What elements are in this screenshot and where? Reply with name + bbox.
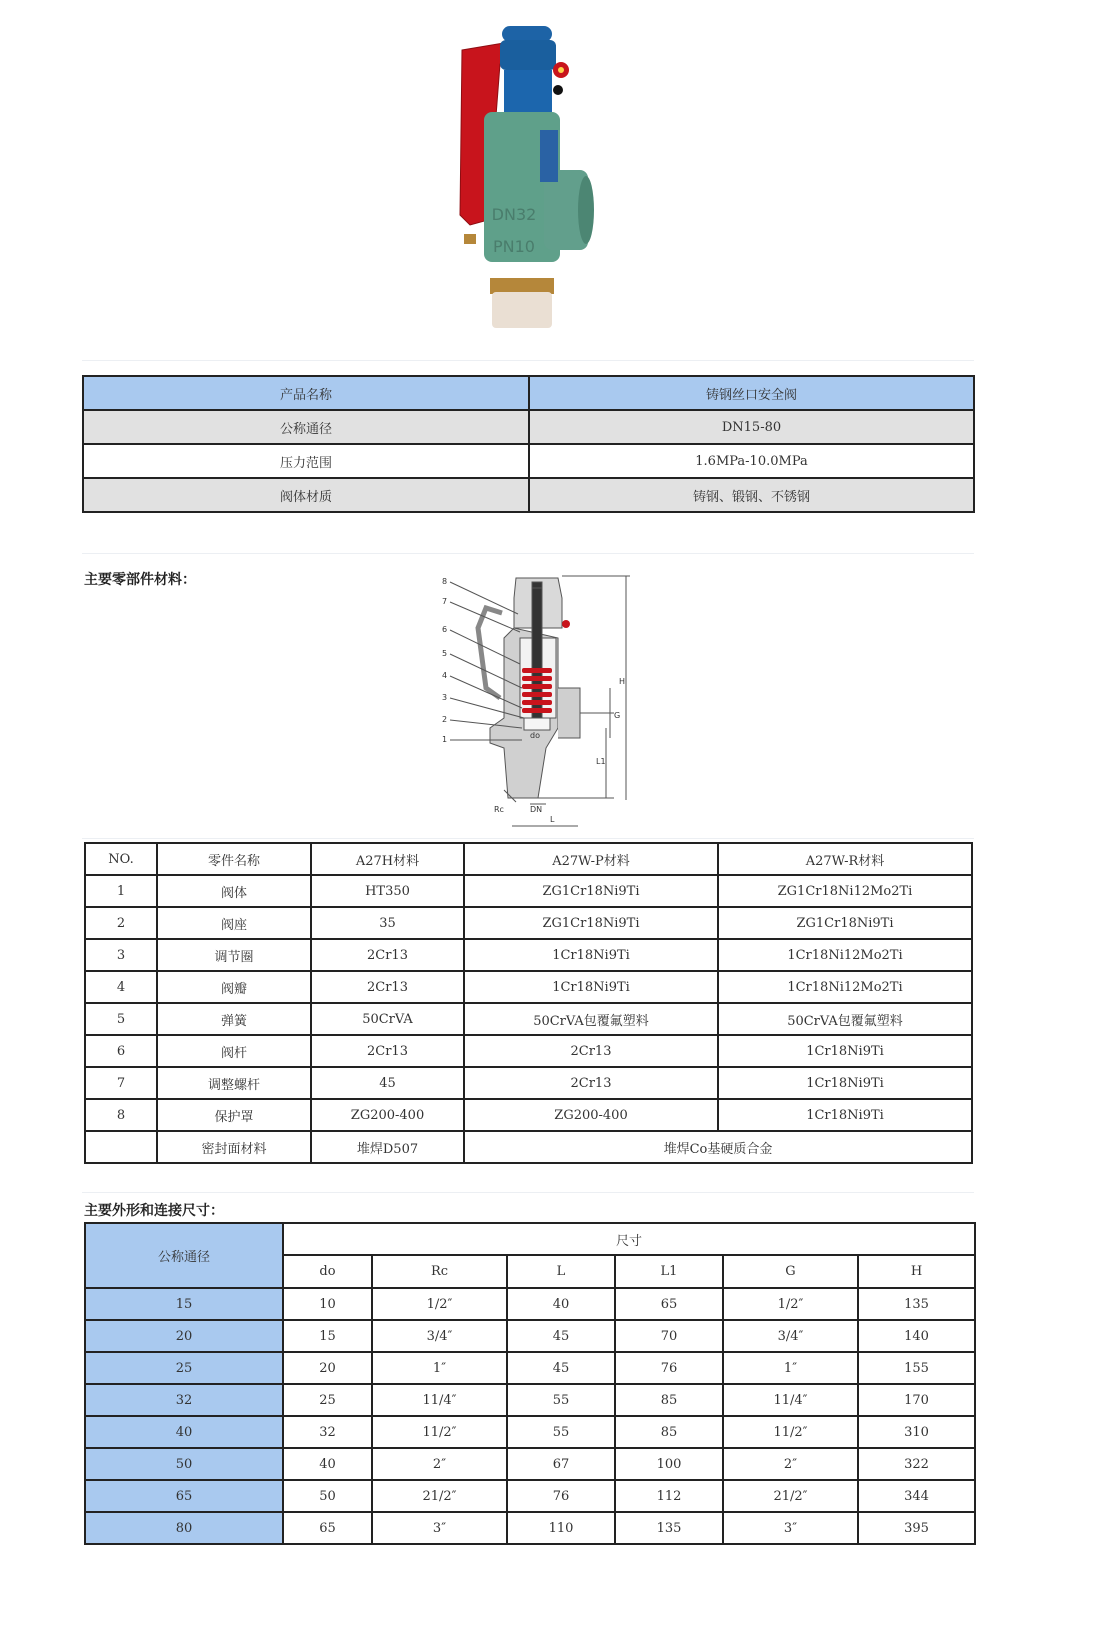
seal-material-row	[85, 1131, 972, 1163]
cell-rc: 3″	[372, 1512, 507, 1544]
table-header-row	[85, 1223, 975, 1255]
cell-a27w-p: 50CrVA包覆氟塑料	[464, 1003, 718, 1035]
cell-l1: 112	[615, 1480, 723, 1512]
cell-no: 5	[85, 1003, 157, 1035]
body-material-value: 铸钢、锻钢、不锈钢	[529, 478, 974, 512]
header-g: G	[723, 1255, 858, 1288]
cell-dn: 80	[85, 1512, 283, 1544]
cell-a27w-p: 1Cr18Ni9Ti	[464, 939, 718, 971]
cell-a27h: 2Cr13	[311, 1035, 464, 1067]
header-no: NO.	[85, 843, 157, 875]
cell-h: 155	[858, 1352, 975, 1384]
table-row	[85, 939, 972, 971]
cell-a27h: HT350	[311, 875, 464, 907]
header-l1: L1	[615, 1255, 723, 1288]
cell-rc: 1/2″	[372, 1288, 507, 1320]
cell-no: 3	[85, 939, 157, 971]
nominal-diameter-value: DN15-80	[529, 410, 974, 444]
cell-do: 25	[283, 1384, 372, 1416]
part-number-7: 7	[442, 597, 448, 606]
product-name-value: 铸钢丝口安全阀	[529, 376, 974, 410]
table-row	[85, 1067, 972, 1099]
cell-rc: 11/2″	[372, 1416, 507, 1448]
body-material-label: 阀体材质	[83, 478, 529, 512]
cell-a27w-p: ZG200-400	[464, 1099, 718, 1131]
table-row	[85, 1352, 975, 1384]
product-info-table	[82, 375, 975, 513]
materials-section-title: 主要零部件材料：	[84, 572, 196, 588]
cell-dn: 65	[85, 1480, 283, 1512]
cell-a27w-r: 1Cr18Ni9Ti	[718, 1067, 972, 1099]
table-row	[85, 1512, 975, 1544]
cell-l1: 76	[615, 1352, 723, 1384]
cell-a27w-p: 2Cr13	[464, 1035, 718, 1067]
cell-no: 1	[85, 875, 157, 907]
dim-label-g: G	[614, 711, 621, 720]
photo-label-dn: DN32	[491, 205, 537, 224]
header-a27w-r: A27W-R材料	[718, 843, 972, 875]
cell-h: 395	[858, 1512, 975, 1544]
part-number-4: 4	[442, 671, 448, 680]
cell-g: 21/2″	[723, 1480, 858, 1512]
cell-g: 1″	[723, 1352, 858, 1384]
cell-rc: 21/2″	[372, 1480, 507, 1512]
cell-l1: 100	[615, 1448, 723, 1480]
cell-l: 55	[507, 1384, 615, 1416]
cell-rc: 2″	[372, 1448, 507, 1480]
pressure-range-label: 压力范围	[83, 444, 529, 478]
header-rc: Rc	[372, 1255, 507, 1288]
cell-l: 76	[507, 1480, 615, 1512]
seal-material-a27h: 堆焊D507	[311, 1131, 464, 1163]
cell-do: 15	[283, 1320, 372, 1352]
table-row	[85, 875, 972, 907]
nominal-diameter-label: 公称通径	[83, 410, 529, 444]
cell-dn: 50	[85, 1448, 283, 1480]
cell-part-name: 阀体	[157, 875, 311, 907]
dim-label-l: L	[550, 815, 555, 824]
cell-a27h: 50CrVA	[311, 1003, 464, 1035]
dim-label-dn: DN	[530, 805, 543, 814]
cell-no: 4	[85, 971, 157, 1003]
part-number-2: 2	[442, 715, 448, 724]
photo-label-pn: PN10	[493, 237, 535, 256]
cell-a27w-p: 1Cr18Ni9Ti	[464, 971, 718, 1003]
header-a27h: A27H材料	[311, 843, 464, 875]
table-row	[83, 444, 974, 478]
cell-a27w-r: 50CrVA包覆氟塑料	[718, 1003, 972, 1035]
table-row	[85, 1288, 975, 1320]
part-number-1: 1	[442, 735, 448, 744]
table-row	[85, 1099, 972, 1131]
header-part-name: 零件名称	[157, 843, 311, 875]
table-row	[85, 907, 972, 939]
cell-g: 2″	[723, 1448, 858, 1480]
cell-do: 50	[283, 1480, 372, 1512]
cell-part-name: 调整螺杆	[157, 1067, 311, 1099]
valve-section-diagram	[430, 568, 640, 833]
header-a27w-p: A27W-P材料	[464, 843, 718, 875]
cell-no-empty	[85, 1131, 157, 1163]
dim-label-rc: Rc	[494, 805, 504, 814]
cell-part-name: 调节圈	[157, 939, 311, 971]
cell-rc: 11/4″	[372, 1384, 507, 1416]
cell-a27w-p: 2Cr13	[464, 1067, 718, 1099]
dim-label-l1: L1	[596, 757, 606, 766]
cell-a27h: 2Cr13	[311, 939, 464, 971]
cell-h: 135	[858, 1288, 975, 1320]
cell-h: 170	[858, 1384, 975, 1416]
cell-g: 3″	[723, 1512, 858, 1544]
cell-a27w-r: ZG1Cr18Ni12Mo2Ti	[718, 875, 972, 907]
product-name-label: 产品名称	[83, 376, 529, 410]
cell-l: 40	[507, 1288, 615, 1320]
cell-dn: 40	[85, 1416, 283, 1448]
table-row	[83, 410, 974, 444]
cell-dn: 25	[85, 1352, 283, 1384]
cell-g: 3/4″	[723, 1320, 858, 1352]
table-row	[85, 1003, 972, 1035]
cell-do: 10	[283, 1288, 372, 1320]
cell-do: 40	[283, 1448, 372, 1480]
dimensions-section-title: 主要外形和连接尺寸：	[84, 1203, 224, 1219]
cell-l1: 135	[615, 1512, 723, 1544]
cell-h: 140	[858, 1320, 975, 1352]
cell-l: 110	[507, 1512, 615, 1544]
table-row	[85, 1384, 975, 1416]
table-row	[85, 1448, 975, 1480]
cell-a27h: 2Cr13	[311, 971, 464, 1003]
materials-table	[84, 842, 973, 1164]
cell-l1: 85	[615, 1384, 723, 1416]
cell-a27w-p: ZG1Cr18Ni9Ti	[464, 907, 718, 939]
cell-do: 32	[283, 1416, 372, 1448]
cell-l1: 70	[615, 1320, 723, 1352]
table-row	[85, 1480, 975, 1512]
dim-label-h: H	[619, 677, 626, 686]
cell-l1: 85	[615, 1416, 723, 1448]
header-dimensions: 尺寸	[283, 1223, 975, 1255]
dim-label-do: do	[530, 731, 540, 740]
dimensions-table	[84, 1222, 976, 1545]
cell-no: 6	[85, 1035, 157, 1067]
cell-l: 45	[507, 1352, 615, 1384]
cell-g: 11/2″	[723, 1416, 858, 1448]
cell-h: 322	[858, 1448, 975, 1480]
table-row	[83, 478, 974, 512]
cell-l: 67	[507, 1448, 615, 1480]
cell-a27h: ZG200-400	[311, 1099, 464, 1131]
table-row	[85, 971, 972, 1003]
table-row	[85, 1416, 975, 1448]
cell-rc: 1″	[372, 1352, 507, 1384]
cell-g: 11/4″	[723, 1384, 858, 1416]
cell-do: 65	[283, 1512, 372, 1544]
table-row	[85, 1035, 972, 1067]
cell-part-name: 弹簧	[157, 1003, 311, 1035]
cell-a27w-r: 1Cr18Ni9Ti	[718, 1035, 972, 1067]
cell-dn: 32	[85, 1384, 283, 1416]
cell-h: 310	[858, 1416, 975, 1448]
cell-no: 8	[85, 1099, 157, 1131]
cell-a27w-r: 1Cr18Ni12Mo2Ti	[718, 971, 972, 1003]
cell-do: 20	[283, 1352, 372, 1384]
cell-part-name: 阀瓣	[157, 971, 311, 1003]
cell-a27w-r: ZG1Cr18Ni9Ti	[718, 907, 972, 939]
cell-g: 1/2″	[723, 1288, 858, 1320]
table-header-row	[85, 843, 972, 875]
table-row	[85, 1320, 975, 1352]
cell-a27w-p: ZG1Cr18Ni9Ti	[464, 875, 718, 907]
cell-a27h: 35	[311, 907, 464, 939]
cell-l1: 65	[615, 1288, 723, 1320]
table-row	[83, 376, 974, 410]
part-number-6: 6	[442, 625, 448, 634]
cell-part-name: 保护罩	[157, 1099, 311, 1131]
cell-rc: 3/4″	[372, 1320, 507, 1352]
seal-material-name: 密封面材料	[157, 1131, 311, 1163]
cell-l: 45	[507, 1320, 615, 1352]
safety-valve-photo	[440, 20, 600, 335]
cell-a27h: 45	[311, 1067, 464, 1099]
header-do: do	[283, 1255, 372, 1288]
cell-no: 2	[85, 907, 157, 939]
cell-dn: 20	[85, 1320, 283, 1352]
part-number-8: 8	[442, 577, 448, 586]
cell-a27w-r: 1Cr18Ni9Ti	[718, 1099, 972, 1131]
cell-l: 55	[507, 1416, 615, 1448]
cell-part-name: 阀座	[157, 907, 311, 939]
cell-part-name: 阀杆	[157, 1035, 311, 1067]
header-l: L	[507, 1255, 615, 1288]
cell-a27w-r: 1Cr18Ni12Mo2Ti	[718, 939, 972, 971]
header-h: H	[858, 1255, 975, 1288]
seal-material-a27w: 堆焊Co基硬质合金	[464, 1131, 972, 1163]
cell-no: 7	[85, 1067, 157, 1099]
cell-h: 344	[858, 1480, 975, 1512]
part-number-3: 3	[442, 693, 448, 702]
part-number-5: 5	[442, 649, 448, 658]
cell-dn: 15	[85, 1288, 283, 1320]
pressure-range-value: 1.6MPa-10.0MPa	[529, 444, 974, 478]
header-nominal-diameter: 公称通径	[85, 1223, 283, 1288]
